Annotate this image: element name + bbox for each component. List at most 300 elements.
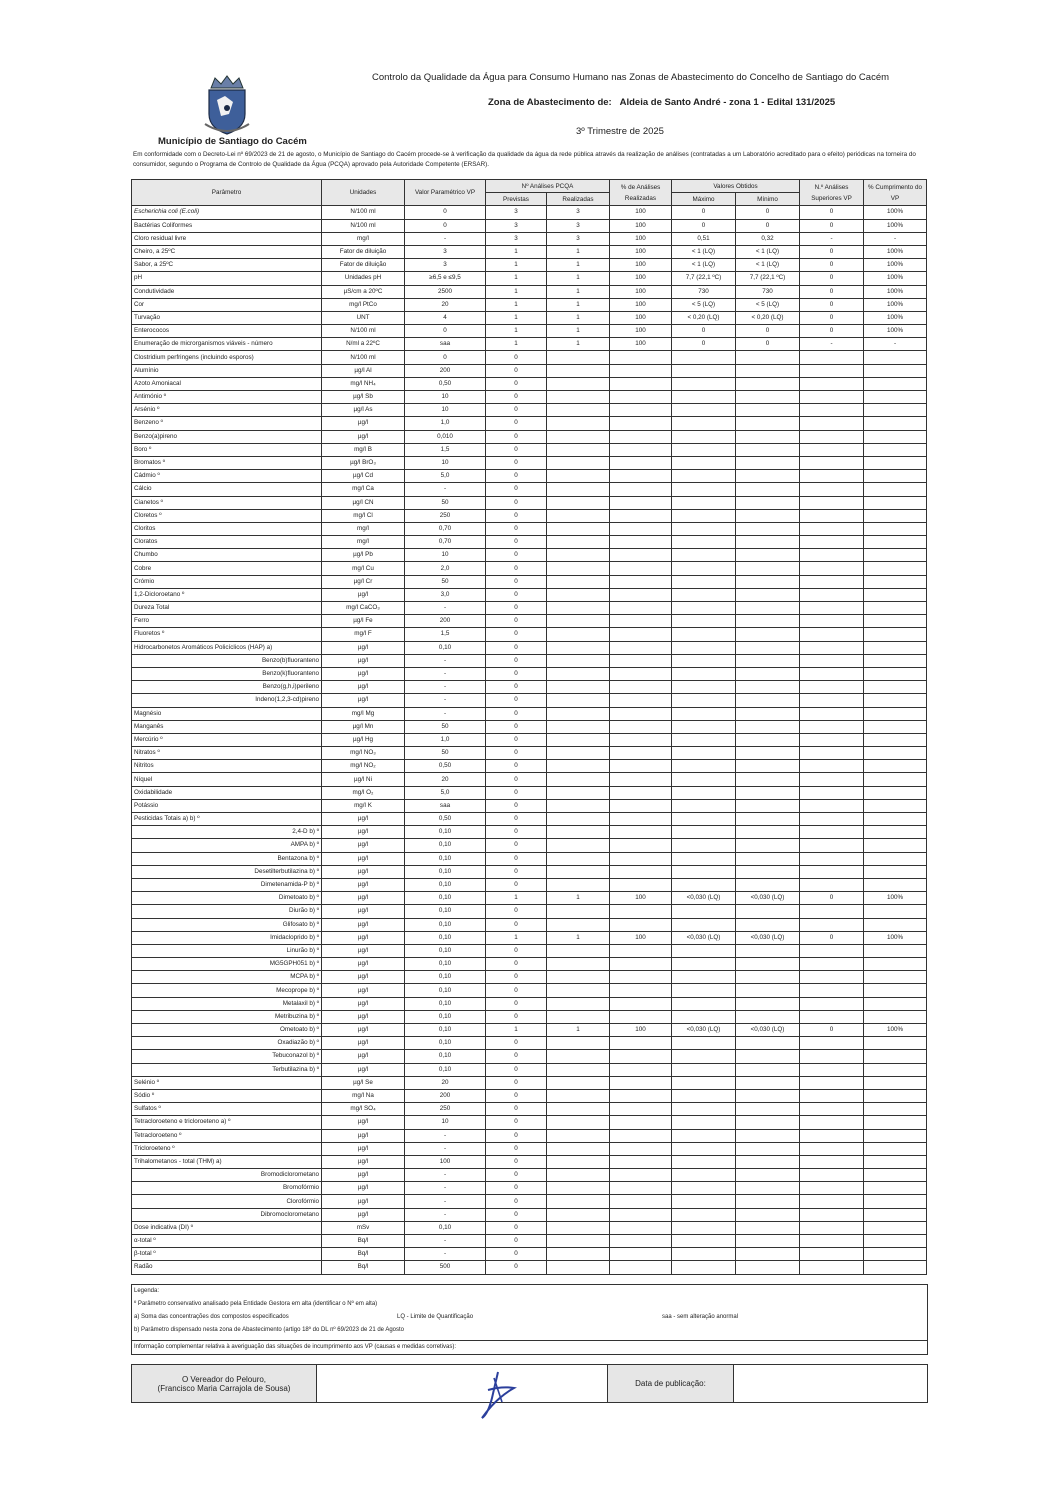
cell-previstas: 0 [486, 799, 547, 812]
cell-vp: 20 [405, 298, 486, 311]
col-pct-analises: % de Análises Realizadas [610, 180, 672, 206]
cell-realizadas [547, 773, 610, 786]
cell-previstas: 0 [486, 681, 547, 694]
cell-minimo [736, 377, 800, 390]
parameter-name: Bromatos º [132, 456, 322, 469]
cell-unit: mg/l [322, 536, 405, 549]
cell-unit: mg/l [322, 232, 405, 245]
cell-superiores: 0 [800, 1024, 864, 1037]
cell-vp: 2500 [405, 285, 486, 298]
cell-superiores: 0 [800, 272, 864, 285]
cell-minimo [736, 1050, 800, 1063]
cell-minimo: 730 [736, 285, 800, 298]
col-superiores: N.º Análises Superiores VP [800, 180, 864, 206]
cell-realizadas [547, 1195, 610, 1208]
cell-maximo [672, 628, 736, 641]
cell-cumprimento: 100% [864, 245, 927, 258]
cell-unit: mg/l Ca [322, 483, 405, 496]
cell-previstas: 0 [486, 456, 547, 469]
cell-previstas: 0 [486, 1129, 547, 1142]
cell-minimo [736, 1195, 800, 1208]
parameter-name: Tebuconazol b) º [132, 1050, 322, 1063]
cell-previstas: 0 [486, 733, 547, 746]
cell-realizadas: 3 [547, 206, 610, 219]
cell-vp: 0 [405, 351, 486, 364]
cell-superiores [800, 562, 864, 575]
table-row [132, 786, 927, 799]
table-row [132, 865, 927, 878]
cell-superiores [800, 799, 864, 812]
cell-previstas: 0 [486, 641, 547, 654]
cell-unit: µg/l [322, 681, 405, 694]
cell-pct [610, 536, 672, 549]
cell-maximo [672, 364, 736, 377]
cell-superiores [800, 1129, 864, 1142]
cell-previstas: 0 [486, 1076, 547, 1089]
cell-cumprimento: 100% [864, 219, 927, 232]
cell-cumprimento [864, 971, 927, 984]
table-row [132, 259, 927, 272]
cell-unit: Fator de diluição [322, 259, 405, 272]
cell-pct [610, 509, 672, 522]
cell-pct: 100 [610, 338, 672, 351]
cell-cumprimento [864, 1155, 927, 1168]
cell-maximo [672, 997, 736, 1010]
cell-minimo [736, 839, 800, 852]
cell-realizadas [547, 1235, 610, 1248]
cell-vp: 0,50 [405, 813, 486, 826]
cell-vp: 100 [405, 1155, 486, 1168]
cell-previstas: 0 [486, 694, 547, 707]
cell-minimo [736, 404, 800, 417]
cell-maximo: 0,51 [672, 232, 736, 245]
cell-realizadas [547, 404, 610, 417]
cell-minimo: < 0,20 (LQ) [736, 311, 800, 324]
parameter-name: Bactérias Coliformes [132, 219, 322, 232]
cell-pct [610, 997, 672, 1010]
cell-maximo [672, 549, 736, 562]
cell-previstas: 1 [486, 285, 547, 298]
cell-superiores [800, 694, 864, 707]
col-cumprimento: % Cumprimento do VP [864, 180, 927, 206]
parameter-name: Cianetos º [132, 496, 322, 509]
cell-vp: 0,10 [405, 944, 486, 957]
parameter-name: Turvação [132, 311, 322, 324]
cell-maximo [672, 430, 736, 443]
table-row [132, 311, 927, 324]
parameter-name: Cheiro, a 25ºC [132, 245, 322, 258]
cell-pct: 100 [610, 285, 672, 298]
cell-cumprimento [864, 575, 927, 588]
cell-previstas: 0 [486, 496, 547, 509]
parameter-name: Imidacloprido b) º [132, 931, 322, 944]
cell-unit: µg/l [322, 1182, 405, 1195]
cell-previstas: 0 [486, 971, 547, 984]
cell-minimo [736, 549, 800, 562]
cell-pct [610, 905, 672, 918]
parameter-name: AMPA b) º [132, 839, 322, 852]
cell-previstas: 3 [486, 232, 547, 245]
cell-maximo [672, 720, 736, 733]
cell-realizadas [547, 707, 610, 720]
table-row [132, 1142, 927, 1155]
table-row [132, 1116, 927, 1129]
cell-unit: mg/l NH₄ [322, 377, 405, 390]
cell-previstas: 0 [486, 1208, 547, 1221]
parameter-name: Cloritos [132, 522, 322, 535]
cell-vp: 0,10 [405, 918, 486, 931]
cell-superiores [800, 602, 864, 615]
cell-superiores [800, 1089, 864, 1102]
table-row [132, 892, 927, 905]
cell-pct [610, 1050, 672, 1063]
cell-maximo: < 1 (LQ) [672, 245, 736, 258]
table-row [132, 1261, 927, 1274]
cell-cumprimento [864, 878, 927, 891]
cell-realizadas [547, 813, 610, 826]
table-row [132, 852, 927, 865]
cell-maximo [672, 667, 736, 680]
table-row [132, 1063, 927, 1076]
cell-unit: µg/l [322, 878, 405, 891]
cell-vp: 3 [405, 245, 486, 258]
cell-minimo [736, 984, 800, 997]
table-row [132, 483, 927, 496]
cell-maximo [672, 971, 736, 984]
table-row [132, 733, 927, 746]
cell-minimo [736, 1129, 800, 1142]
cell-minimo [736, 918, 800, 931]
cell-superiores [800, 404, 864, 417]
cell-realizadas: 3 [547, 219, 610, 232]
cell-superiores: 0 [800, 892, 864, 905]
cell-vp: saa [405, 338, 486, 351]
cell-minimo [736, 1182, 800, 1195]
cell-maximo [672, 984, 736, 997]
cell-maximo [672, 1063, 736, 1076]
cell-superiores [800, 443, 864, 456]
cell-vp: 0,10 [405, 905, 486, 918]
cell-unit: µg/l [322, 944, 405, 957]
cell-pct [610, 549, 672, 562]
cell-vp: 20 [405, 1076, 486, 1089]
cell-vp: 0,10 [405, 958, 486, 971]
quarter-label: 3º Trimestre de 2025 [576, 126, 664, 137]
cell-minimo [736, 799, 800, 812]
cell-cumprimento [864, 786, 927, 799]
cell-vp: 1,5 [405, 443, 486, 456]
cell-cumprimento [864, 958, 927, 971]
parameter-name: Manganês [132, 720, 322, 733]
cell-pct [610, 839, 672, 852]
parameter-name: Dibromoclorometano [132, 1208, 322, 1221]
parameter-name: Radão [132, 1261, 322, 1274]
cell-pct [610, 971, 672, 984]
cell-maximo [672, 826, 736, 839]
cell-superiores [800, 628, 864, 641]
col-minimo: Mínimo [736, 193, 800, 206]
cell-minimo [736, 773, 800, 786]
cell-maximo [672, 536, 736, 549]
cell-cumprimento: 100% [864, 892, 927, 905]
cell-unit: mg/l [322, 522, 405, 535]
cell-unit: Unidades pH [322, 272, 405, 285]
cell-maximo [672, 1195, 736, 1208]
cell-cumprimento [864, 391, 927, 404]
cell-vp: - [405, 1195, 486, 1208]
cell-maximo [672, 786, 736, 799]
parameter-name: Mecoprope b) º [132, 984, 322, 997]
cell-vp: 0,10 [405, 1063, 486, 1076]
cell-minimo [736, 1261, 800, 1274]
cell-vp: 1,0 [405, 417, 486, 430]
table-row [132, 641, 927, 654]
cell-superiores: 0 [800, 931, 864, 944]
cell-minimo [736, 1010, 800, 1023]
cell-superiores [800, 1208, 864, 1221]
table-row [132, 1076, 927, 1089]
table-row [132, 720, 927, 733]
parameter-name: Bromofórmio [132, 1182, 322, 1195]
cell-unit: UNT [322, 311, 405, 324]
cell-realizadas: 1 [547, 338, 610, 351]
cell-vp: saa [405, 799, 486, 812]
cell-vp: 0,10 [405, 892, 486, 905]
cell-unit: µg/l [322, 1208, 405, 1221]
cell-unit: µg/l [322, 839, 405, 852]
cell-unit: mg/l CaCO₃ [322, 602, 405, 615]
cell-previstas: 0 [486, 839, 547, 852]
cell-previstas: 0 [486, 1142, 547, 1155]
col-parametro: Parâmetro [132, 180, 322, 206]
cell-pct [610, 813, 672, 826]
cell-unit: µg/l [322, 931, 405, 944]
cell-maximo [672, 878, 736, 891]
parameter-name: Metalaxil b) º [132, 997, 322, 1010]
cell-vp: 0,10 [405, 1221, 486, 1234]
cell-pct [610, 826, 672, 839]
cell-previstas: 0 [486, 1063, 547, 1076]
cell-cumprimento [864, 1103, 927, 1116]
cell-cumprimento [864, 1037, 927, 1050]
cell-previstas: 0 [486, 760, 547, 773]
table-row [132, 496, 927, 509]
cell-unit: Bq/l [322, 1261, 405, 1274]
cell-vp: 0,10 [405, 852, 486, 865]
cell-realizadas: 1 [547, 285, 610, 298]
cell-superiores [800, 720, 864, 733]
cell-maximo [672, 865, 736, 878]
cell-unit: µg/l Hg [322, 733, 405, 746]
cell-unit: mg/l B [322, 443, 405, 456]
cell-superiores [800, 496, 864, 509]
cell-unit: µg/l [322, 1129, 405, 1142]
cell-superiores [800, 1248, 864, 1261]
parameter-name: Nitritos [132, 760, 322, 773]
document-title: Controlo da Qualidade da Água para Consumo Humano nas Zonas de Abastecimento do Concelho de Santiago do Cacém [372, 72, 890, 83]
cell-pct: 100 [610, 1024, 672, 1037]
cell-previstas: 0 [486, 654, 547, 667]
table-row [132, 944, 927, 957]
cell-previstas: 0 [486, 1221, 547, 1234]
cell-superiores [800, 733, 864, 746]
cell-vp: 10 [405, 404, 486, 417]
cell-vp: - [405, 1142, 486, 1155]
table-row [132, 1248, 927, 1261]
cell-minimo [736, 865, 800, 878]
cell-vp: - [405, 483, 486, 496]
cell-pct [610, 1208, 672, 1221]
cell-minimo [736, 522, 800, 535]
cell-previstas: 0 [486, 377, 547, 390]
cell-cumprimento [864, 681, 927, 694]
cell-vp: 10 [405, 391, 486, 404]
cell-superiores [800, 760, 864, 773]
cell-vp: - [405, 667, 486, 680]
cell-cumprimento [864, 377, 927, 390]
cell-vp: 0,70 [405, 522, 486, 535]
cell-minimo: 0 [736, 338, 800, 351]
cell-previstas: 0 [486, 1089, 547, 1102]
cell-cumprimento [864, 733, 927, 746]
parameter-name: Antimónio º [132, 391, 322, 404]
cell-superiores [800, 958, 864, 971]
table-row [132, 219, 927, 232]
cell-realizadas [547, 1076, 610, 1089]
parameter-name: Terbutilazina b) º [132, 1063, 322, 1076]
cell-vp: - [405, 694, 486, 707]
cell-cumprimento [864, 918, 927, 931]
parameter-name: Selénio º [132, 1076, 322, 1089]
cell-realizadas [547, 562, 610, 575]
cell-previstas: 0 [486, 470, 547, 483]
cell-pct: 100 [610, 325, 672, 338]
cell-previstas: 0 [486, 628, 547, 641]
parameter-name: β-total º [132, 1248, 322, 1261]
cell-unit: mg/l Na [322, 1089, 405, 1102]
cell-unit: µg/l As [322, 404, 405, 417]
cell-pct [610, 456, 672, 469]
cell-previstas: 0 [486, 351, 547, 364]
cell-vp: 10 [405, 549, 486, 562]
cell-superiores [800, 615, 864, 628]
cell-cumprimento [864, 826, 927, 839]
cell-cumprimento [864, 496, 927, 509]
cell-superiores [800, 681, 864, 694]
cell-cumprimento: 100% [864, 298, 927, 311]
cell-unit: µg/l [322, 1063, 405, 1076]
cell-realizadas [547, 496, 610, 509]
cell-minimo [736, 470, 800, 483]
cell-minimo [736, 562, 800, 575]
cell-minimo [736, 602, 800, 615]
cell-pct [610, 1169, 672, 1182]
cell-superiores [800, 667, 864, 680]
cell-pct [610, 1235, 672, 1248]
parameter-name: Diurão b) º [132, 905, 322, 918]
cell-maximo [672, 1037, 736, 1050]
cell-pct: 100 [610, 272, 672, 285]
table-row [132, 681, 927, 694]
cell-pct [610, 391, 672, 404]
parameter-name: Ometoato b) º [132, 1024, 322, 1037]
parameter-name: Bromodiclorometano [132, 1169, 322, 1182]
cell-unit: µg/l [322, 1169, 405, 1182]
cell-superiores: 0 [800, 245, 864, 258]
cell-minimo [736, 483, 800, 496]
cell-realizadas: 1 [547, 931, 610, 944]
cell-minimo [736, 1103, 800, 1116]
cell-pct [610, 1195, 672, 1208]
cell-realizadas [547, 588, 610, 601]
cell-minimo [736, 944, 800, 957]
cell-cumprimento [864, 1261, 927, 1274]
cell-cumprimento [864, 799, 927, 812]
cell-unit: N/100 ml [322, 206, 405, 219]
table-row [132, 377, 927, 390]
cell-unit: mg/l Cu [322, 562, 405, 575]
cell-cumprimento [864, 813, 927, 826]
cell-unit: µg/l [322, 1010, 405, 1023]
cell-superiores [800, 575, 864, 588]
cell-superiores [800, 1261, 864, 1274]
cell-unit: N/ml a 22ºC [322, 338, 405, 351]
cell-realizadas [547, 654, 610, 667]
cell-maximo [672, 1182, 736, 1195]
cell-maximo [672, 1010, 736, 1023]
cell-unit: µg/l [322, 1142, 405, 1155]
table-row [132, 430, 927, 443]
cell-vp: - [405, 707, 486, 720]
cell-vp: 2,0 [405, 562, 486, 575]
cell-superiores [800, 971, 864, 984]
parameter-name: Clostridium perfringens (incluindo esporos) [132, 351, 322, 364]
cell-unit: µg/l BrO₃ [322, 456, 405, 469]
cell-vp: 200 [405, 1089, 486, 1102]
cell-realizadas [547, 958, 610, 971]
parameter-name: Tetracloroeteno e tricloroeteno a) º [132, 1116, 322, 1129]
cell-pct [610, 1248, 672, 1261]
table-row [132, 1129, 927, 1142]
table-row [132, 351, 927, 364]
cell-realizadas [547, 1010, 610, 1023]
cell-minimo: 0 [736, 219, 800, 232]
parameter-name: Cloratos [132, 536, 322, 549]
cell-minimo [736, 1063, 800, 1076]
cell-maximo [672, 443, 736, 456]
cell-vp: 500 [405, 1261, 486, 1274]
cell-realizadas [547, 1050, 610, 1063]
cell-pct [610, 733, 672, 746]
cell-pct [610, 720, 672, 733]
cell-maximo: 0 [672, 219, 736, 232]
cell-maximo [672, 694, 736, 707]
cell-unit: mg/l SO₄ [322, 1103, 405, 1116]
cell-cumprimento: 100% [864, 311, 927, 324]
cell-vp: 200 [405, 364, 486, 377]
cell-previstas: 0 [486, 773, 547, 786]
cell-previstas: 0 [486, 443, 547, 456]
cell-minimo [736, 628, 800, 641]
cell-realizadas [547, 1037, 610, 1050]
cell-cumprimento [864, 1116, 927, 1129]
cell-pct [610, 1155, 672, 1168]
cell-realizadas [547, 470, 610, 483]
cell-cumprimento: 100% [864, 259, 927, 272]
cell-vp: 50 [405, 575, 486, 588]
col-maximo: Máximo [672, 193, 736, 206]
cell-realizadas [547, 1208, 610, 1221]
